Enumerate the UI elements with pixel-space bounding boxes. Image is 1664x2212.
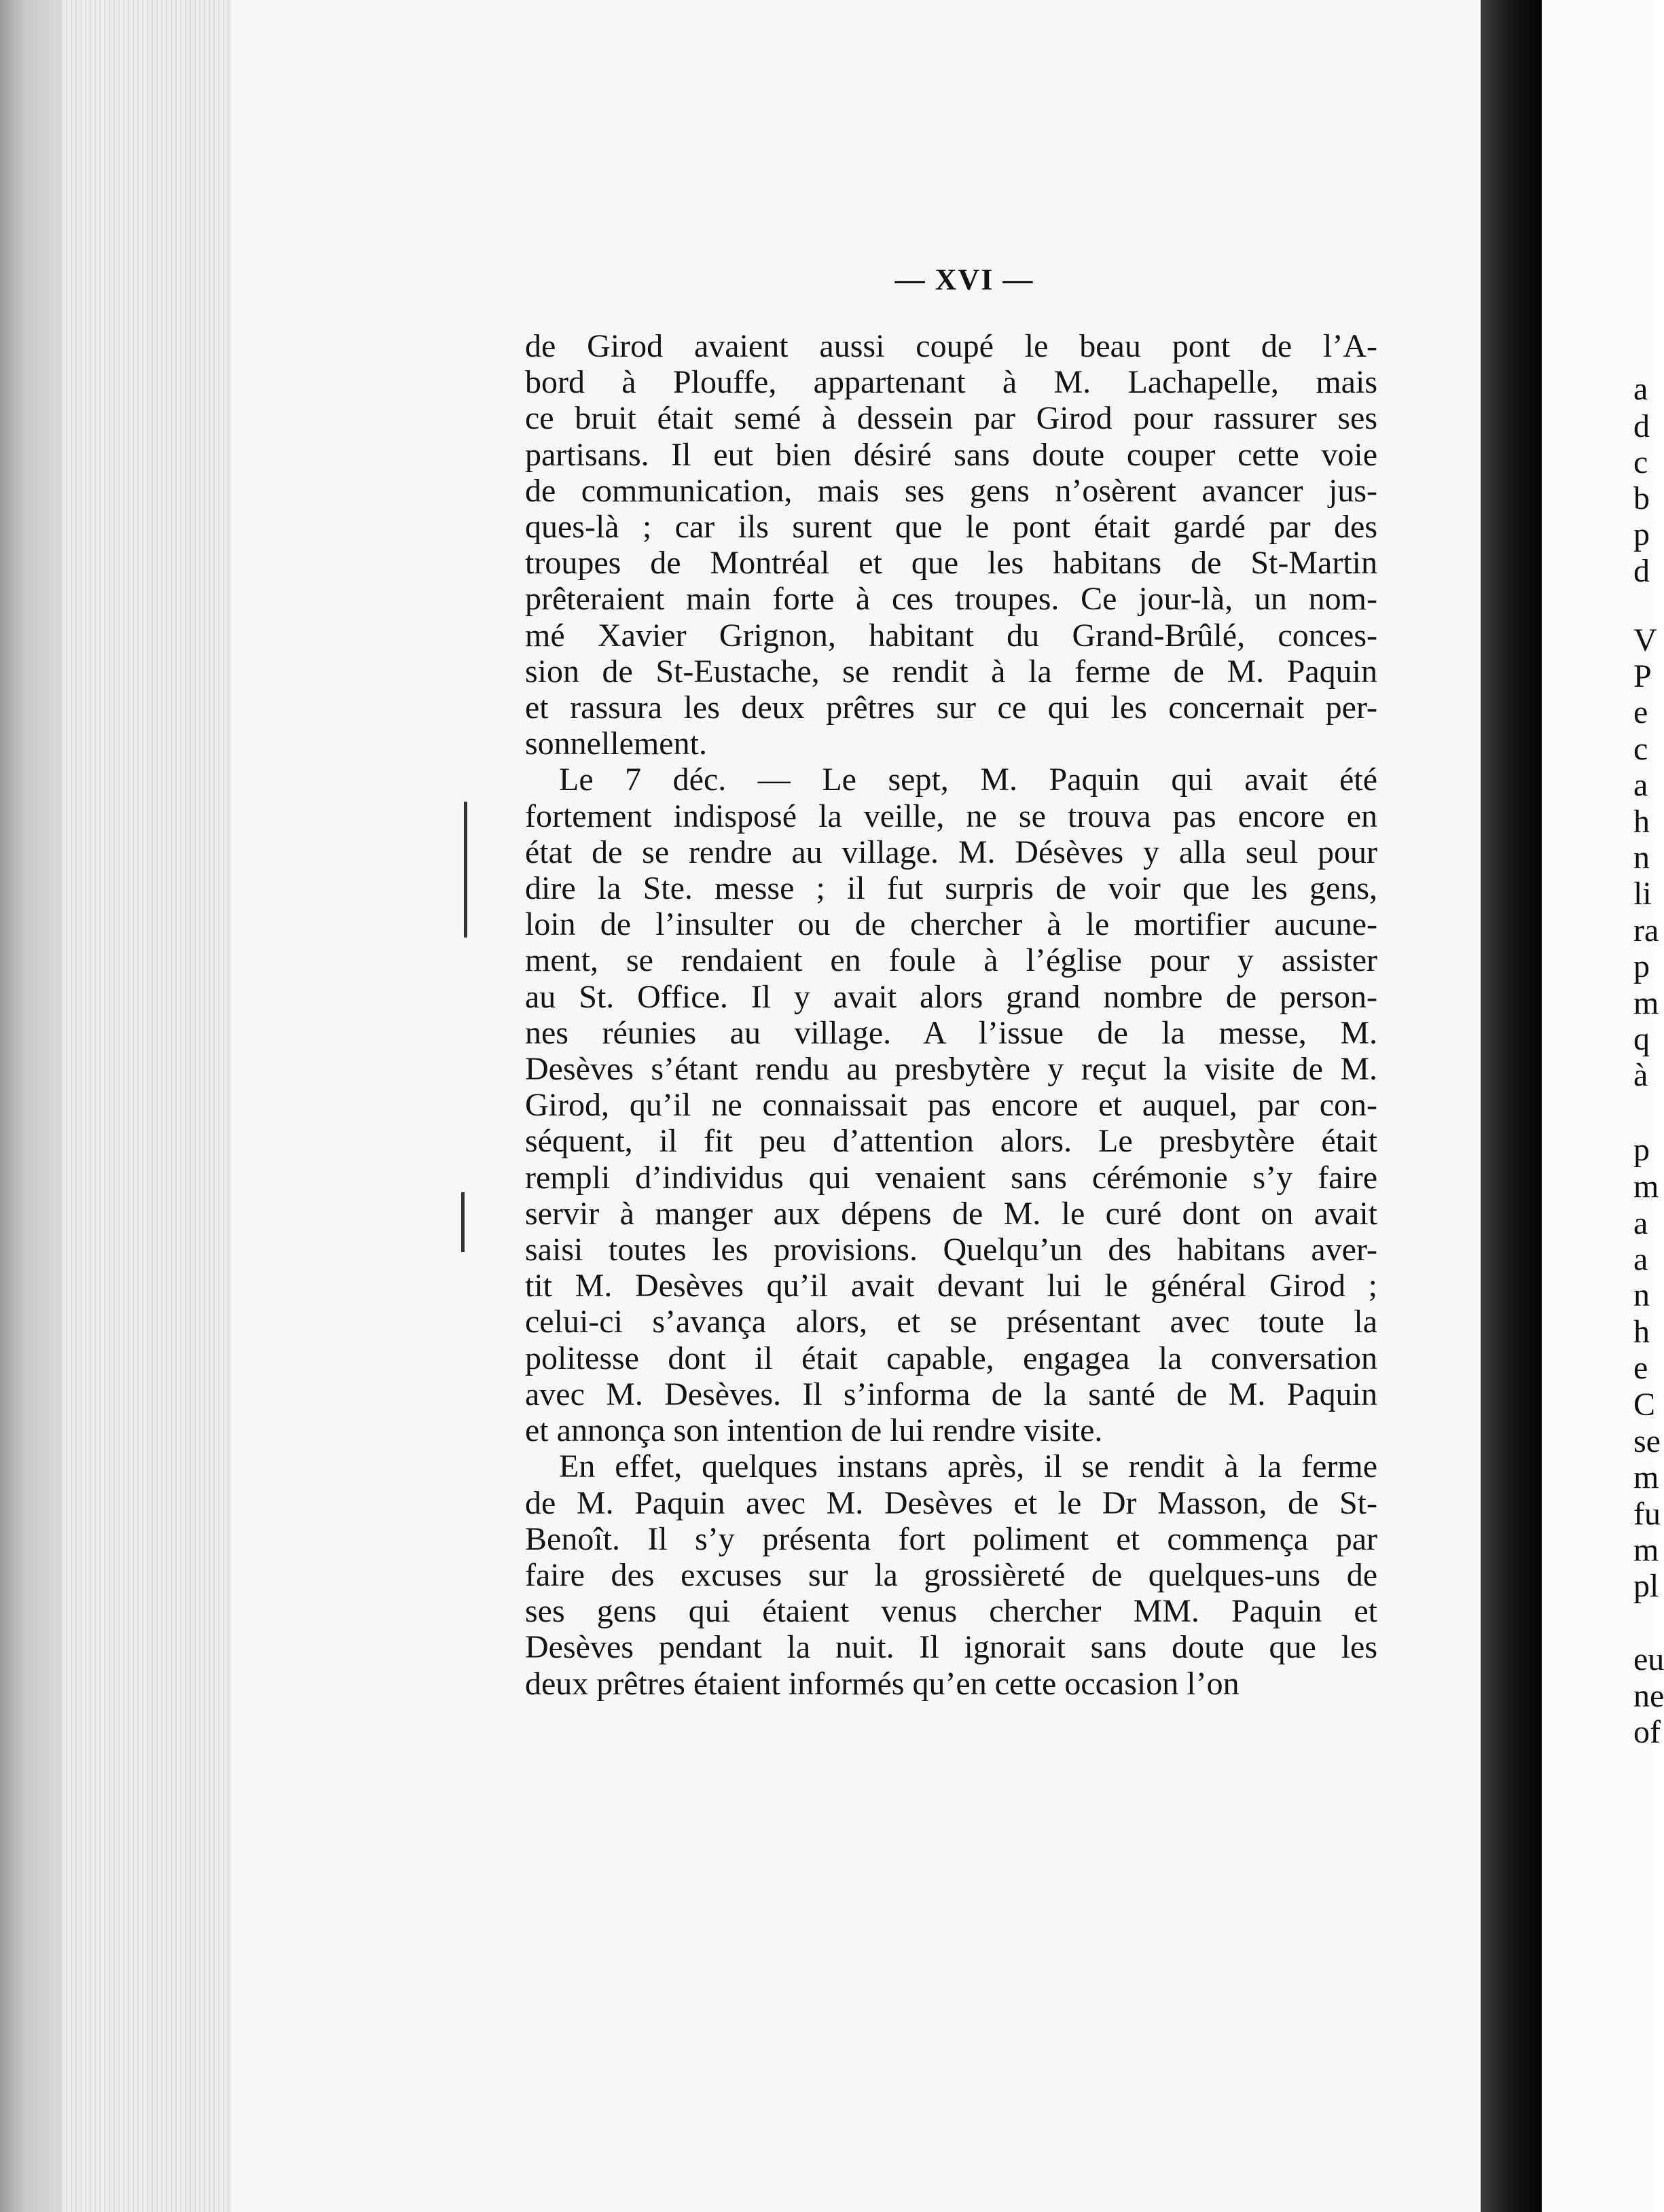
- text-line: de M. Paquin avec M. Desèves et le Dr Masson, de St-: [525, 1484, 1377, 1521]
- facing-page-fragment: V: [1633, 622, 1657, 658]
- facing-page-fragment: a: [1633, 1241, 1648, 1277]
- paragraph: [525, 1448, 1377, 1701]
- text-line: loin de l’insulter ou de chercher à le mortifier aucune-: [525, 906, 1377, 943]
- text-line: saisi toutes les provisions. Quelqu’un des habitans aver-: [525, 1232, 1377, 1268]
- text-line: Benoît. Il s’y présenta fort poliment et commença par: [525, 1520, 1377, 1557]
- text-line: Le 7 déc. — Le sept, M. Paquin qui avait été: [559, 762, 1377, 798]
- text-line: deux prêtres étaient informés qu’en cette occasion l’on: [525, 1665, 1240, 1702]
- text-line: celui-ci s’avança alors, et se présentant avec toute la: [525, 1304, 1377, 1340]
- facing-page-fragment: a: [1633, 371, 1648, 407]
- text-line: ment, se rendaient en foule à l’église pour y assister: [525, 942, 1377, 979]
- facing-page-fragment: a: [1633, 1205, 1648, 1241]
- text-line: de Girod avaient aussi coupé le beau pont de l’A-: [525, 328, 1377, 364]
- text-line: Desèves s’étant rendu au presbytère y reçut la visite de M.: [525, 1051, 1377, 1088]
- text-line: ce bruit était semé à dessein par Girod pour rassurer ses: [525, 400, 1377, 437]
- facing-page-fragment: d: [1633, 408, 1650, 444]
- facing-page-fragment: C: [1633, 1387, 1656, 1423]
- facing-page-fragment: fu: [1633, 1496, 1661, 1532]
- text-line: servir à manger aux dépens de M. le curé dont on avait: [525, 1195, 1377, 1232]
- facing-page-fragment: e: [1633, 694, 1648, 730]
- facing-page-fragment: m: [1633, 985, 1659, 1021]
- book-edge-shadow: [0, 0, 61, 2212]
- facing-page-fragment: q: [1633, 1021, 1650, 1057]
- facing-page-fragment: c: [1633, 731, 1648, 767]
- facing-page-fragment: e: [1633, 1350, 1648, 1386]
- text-line: au St. Office. Il y avait alors grand nombre de person-: [525, 978, 1377, 1015]
- facing-page-fragment: d: [1633, 553, 1650, 589]
- text-line: partisans. Il eut bien désiré sans doute couper cette voie: [525, 436, 1377, 473]
- facing-page-fragment: P: [1633, 658, 1652, 694]
- text-line: rempli d’individus qui venaient sans cérémonie s’y faire: [525, 1159, 1377, 1196]
- facing-page-fragment: p: [1633, 948, 1650, 984]
- facing-page: [1542, 0, 1654, 2212]
- page-header: — XVI —: [894, 263, 1034, 296]
- paragraph: [525, 328, 1377, 762]
- text-line: et rassura les deux prêtres sur ce qui les concernait per-: [525, 690, 1377, 726]
- text-line: Desèves pendant la nuit. Il ignorait sans doute que les: [525, 1629, 1377, 1666]
- text-line: nes réunies au village. A l’issue de la messe, M.: [525, 1014, 1377, 1051]
- facing-page-fragment: h: [1633, 1314, 1650, 1350]
- text-line: séquent, il fit peu d’attention alors. Le presbytère était: [525, 1123, 1377, 1160]
- text-line: sonnellement.: [525, 726, 707, 762]
- facing-page-fragment: m: [1633, 1459, 1659, 1495]
- text-line: faire des excuses sur la grossièreté de quelques-uns de: [525, 1556, 1377, 1593]
- facing-page-fragment: b: [1633, 480, 1650, 516]
- facing-page-fragment: of: [1633, 1714, 1661, 1750]
- text-line: Girod, qu’il ne connaissait pas encore et auquel, par con-: [525, 1087, 1377, 1124]
- book-gutter: [1481, 0, 1542, 2212]
- facing-page-fragment: ra: [1633, 912, 1659, 948]
- text-line: bord à Plouffe, appartenant à M. Lachapelle, mais: [525, 364, 1377, 401]
- facing-page-fragment: se: [1633, 1423, 1661, 1459]
- text-line: ques-là ; car ils surent que le pont était gardé par des: [525, 509, 1377, 546]
- facing-page-fragment: h: [1633, 804, 1650, 840]
- paragraph: [525, 762, 1377, 1448]
- facing-page-fragment: a: [1633, 767, 1648, 803]
- facing-page-fragment: n: [1633, 1277, 1650, 1313]
- facing-page-fragment: eu: [1633, 1641, 1664, 1677]
- text-line: fortement indisposé la veille, ne se trouva pas encore en: [525, 798, 1377, 834]
- facing-page-fragment: m: [1633, 1532, 1659, 1568]
- text-line: état de se rendre au village. M. Désèves y alla seul pour: [525, 834, 1377, 870]
- facing-page-fragment: à: [1633, 1057, 1648, 1093]
- facing-page-fragment: n: [1633, 840, 1650, 876]
- facing-page-fragment: p: [1633, 1132, 1650, 1168]
- page-body: [525, 328, 1377, 1702]
- page-edges: [61, 0, 231, 2212]
- text-line: avec M. Desèves. Il s’informa de la santé de M. Paquin: [525, 1376, 1377, 1412]
- facing-page-fragment: li: [1633, 876, 1652, 912]
- facing-page-fragment: p: [1633, 516, 1650, 552]
- facing-page-fragment: m: [1633, 1169, 1659, 1205]
- text-line: mé Xavier Grignon, habitant du Grand-Brûlé, conces-: [525, 617, 1377, 654]
- text-line: politesse dont il était capable, engagea la conversation: [525, 1340, 1377, 1376]
- facing-page-fragment: ne: [1633, 1678, 1664, 1714]
- margin-mark: [461, 1192, 465, 1252]
- text-line: ses gens qui étaient venus chercher MM. Paquin et: [525, 1593, 1377, 1630]
- text-line: sion de St-Eustache, se rendit à la ferme de M. Paquin: [525, 653, 1377, 690]
- text-line: En effet, quelques instans après, il se rendit à la ferme: [559, 1448, 1377, 1485]
- text-line: tit M. Desèves qu’il avait devant lui le général Girod ;: [525, 1268, 1377, 1304]
- text-line: et annonça son intention de lui rendre visite.: [525, 1412, 1103, 1449]
- text-line: troupes de Montréal et que les habitans de St-Martin: [525, 545, 1377, 582]
- text-line: de communication, mais ses gens n’osèrent avancer jus-: [525, 472, 1377, 509]
- margin-mark: [464, 802, 467, 938]
- text-line: prêteraient main forte à ces troupes. Ce jour-là, un nom-: [525, 581, 1377, 618]
- facing-page-fragment: c: [1633, 444, 1648, 480]
- text-line: dire la Ste. messe ; il fut surpris de voir que les gens,: [525, 870, 1377, 907]
- facing-page-fragment: pl: [1633, 1568, 1659, 1604]
